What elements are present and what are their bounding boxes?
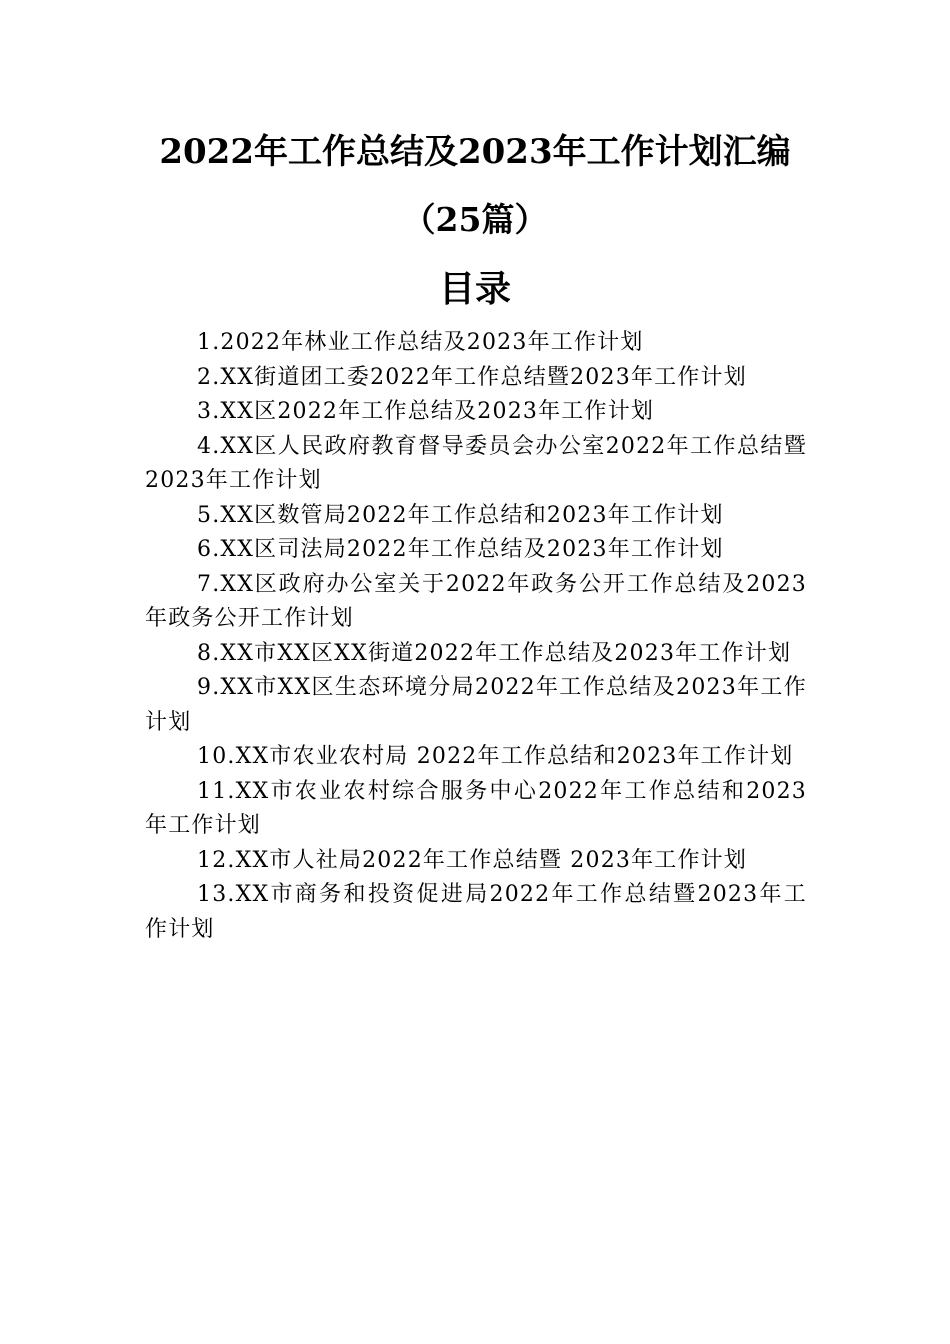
document-title: 2022年工作总结及2023年工作计划汇编 [159,132,791,172]
table-of-contents [145,326,807,947]
toc-item-8: 8.XX市XX区XX街道2022年工作总结及2023年工作计划 [197,640,792,666]
toc-item-1: 1.2022年林业工作总结及2023年工作计划 [197,330,644,355]
toc-item-9: 9.XX市XX区生态环境分局2022年工作总结及2023年工作计划 [145,675,807,735]
toc-item-12: 12.XX市人社局2022年工作总结暨 2023年工作计划 [197,847,748,873]
toc-item-13: 13.XX市商务和投资促进局2022年工作总结暨2023年工作计划 [145,882,807,942]
document-subtitle: （25篇） [402,200,548,239]
toc-item-3: 3.XX区2022年工作总结及2023年工作计划 [197,399,655,424]
toc-item-6: 6.XX区司法局2022年工作总结及2023年工作计划 [197,537,724,562]
toc-item-2: 2.XX街道团工委2022年工作总结暨2023年工作计划 [197,364,747,390]
toc-heading: 目录 [438,268,511,310]
toc-item-7: 7.XX区政府办公室关于2022年政务公开工作总结及2023年政务公开工作计划 [145,571,807,631]
toc-item-11: 11.XX市农业农村综合服务中心2022年工作总结和2023年工作计划 [145,778,807,838]
toc-item-4: 4.XX区人民政府教育督导委员会办公室2022年工作总结暨2023年工作计划 [145,433,807,493]
toc-item-10: 10.XX市农业农村局 2022年工作总结和2023年工作计划 [197,744,794,769]
toc-item-5: 5.XX区数管局2022年工作总结和2023年工作计划 [197,502,724,528]
